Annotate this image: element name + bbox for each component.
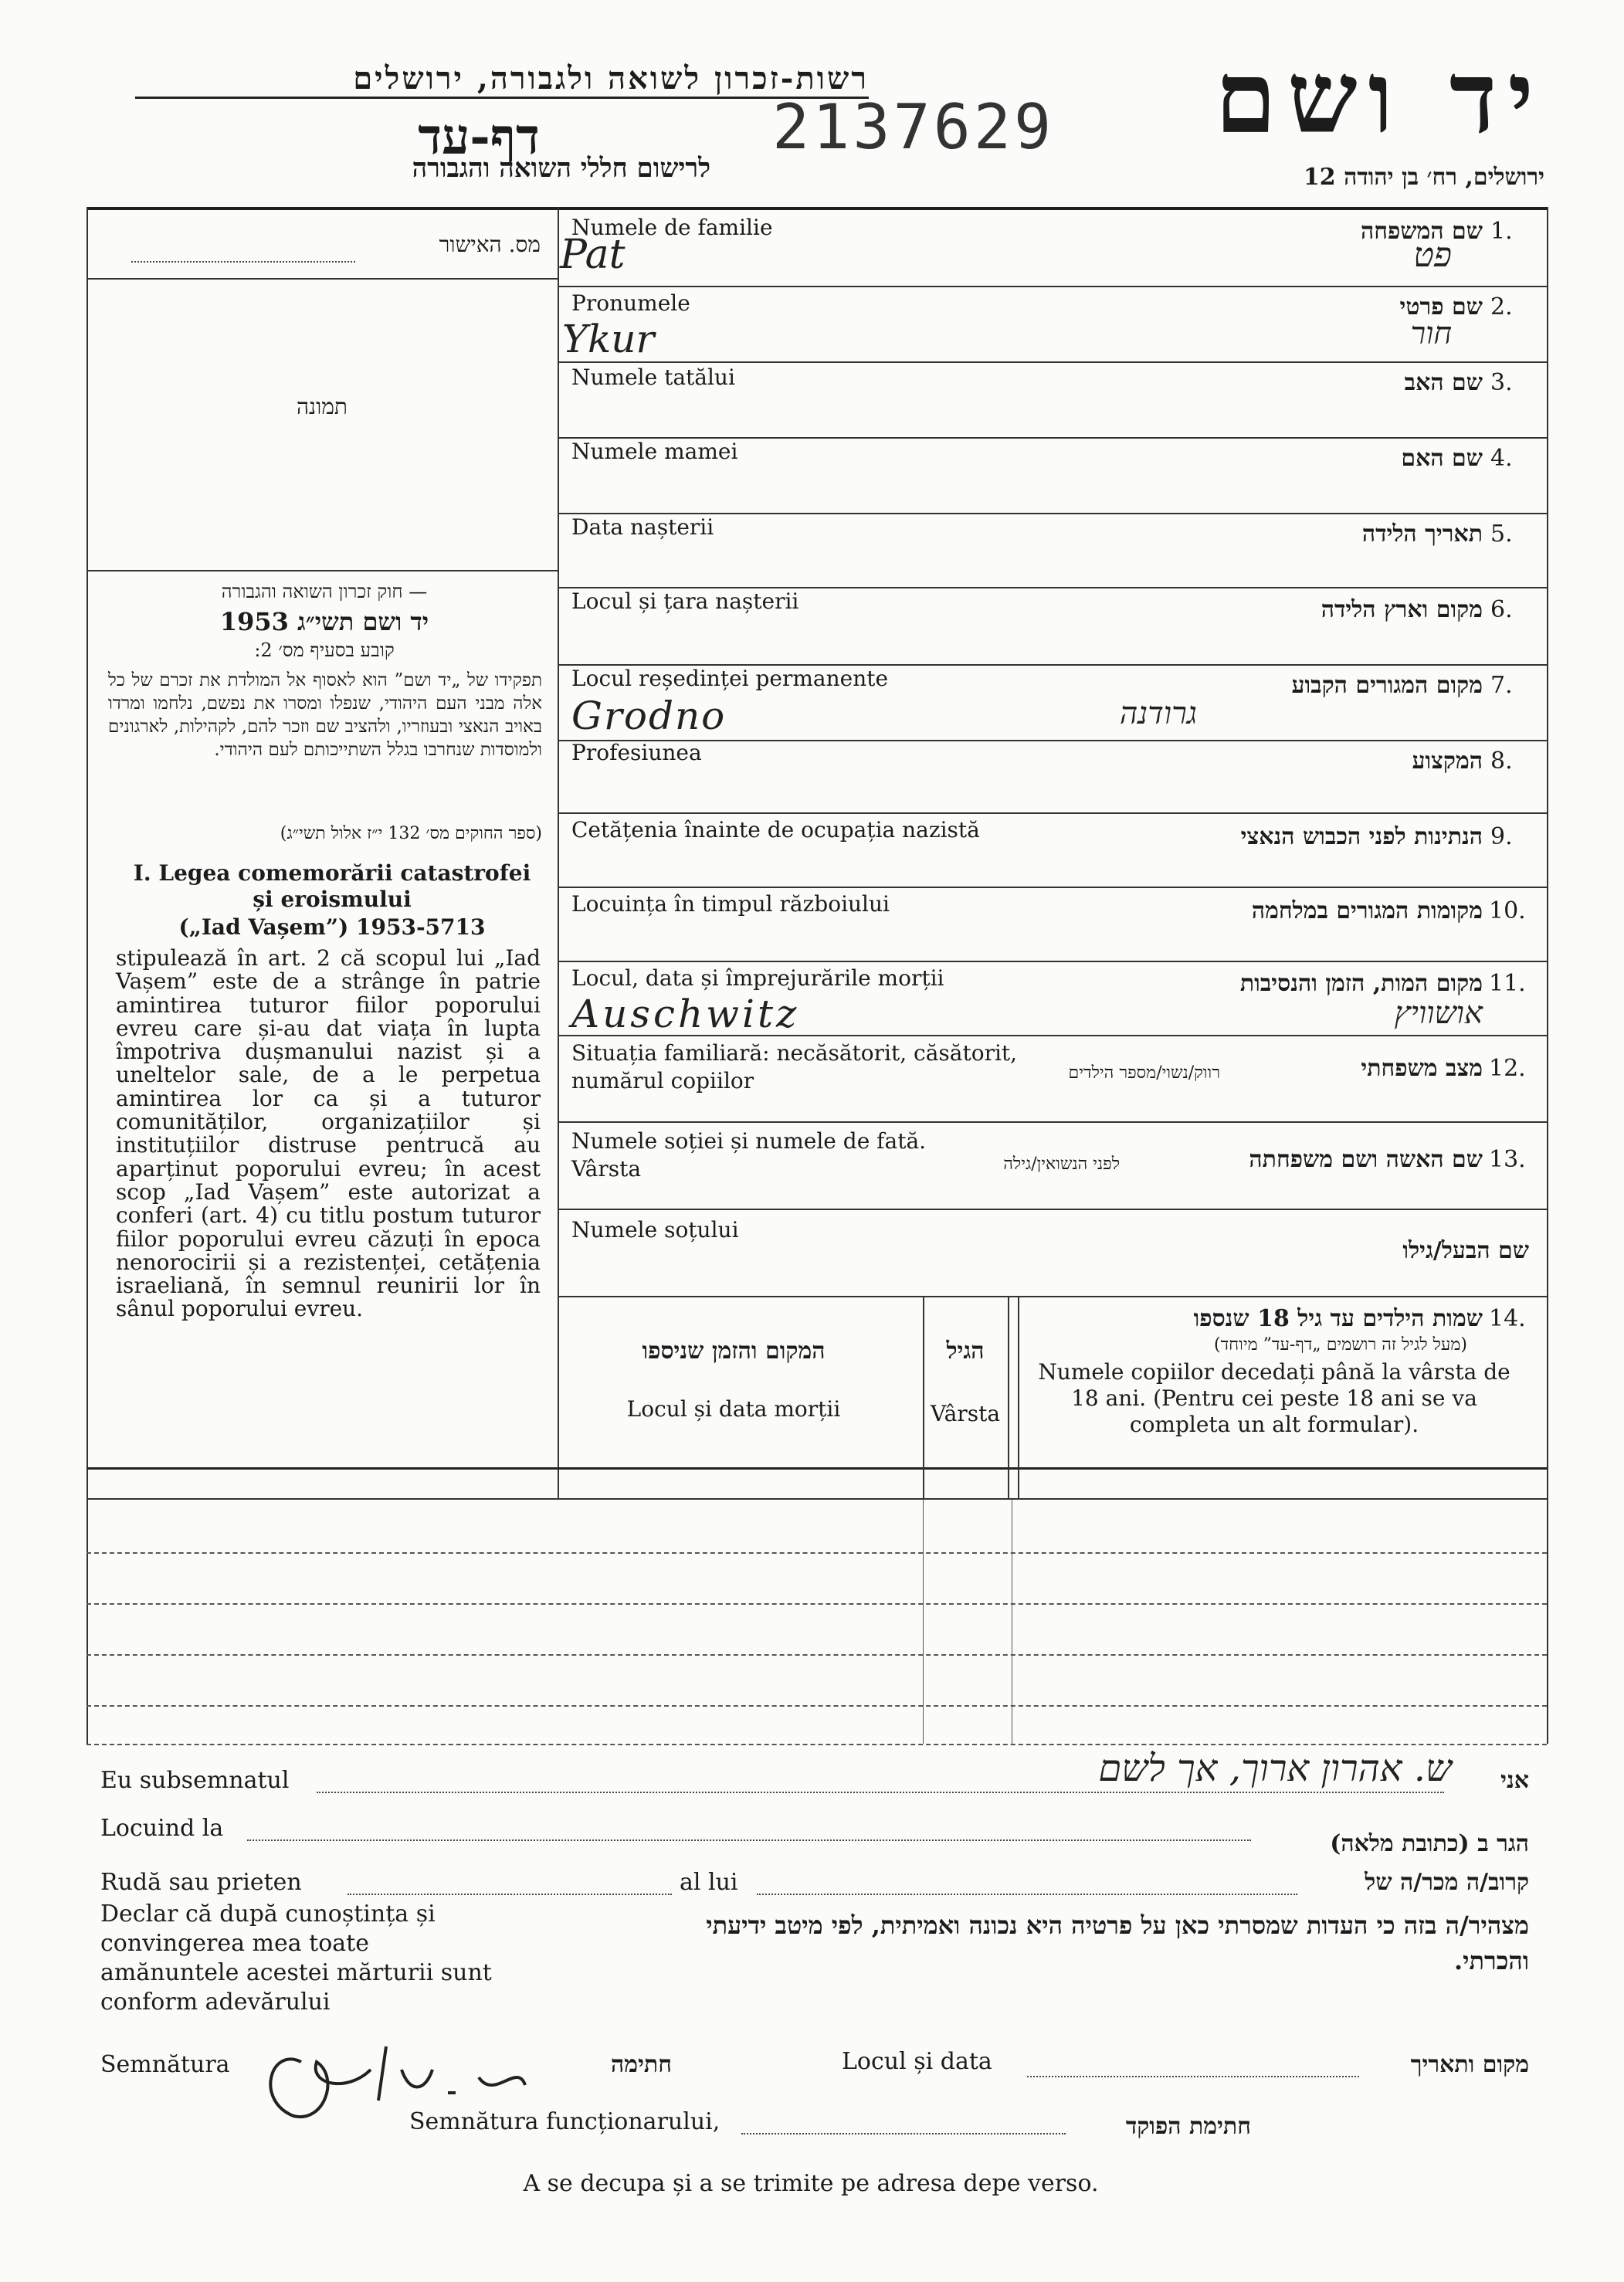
field-6-ro: Locul și țara nașterii [571,588,799,614]
law-subtitle-ro: („Iad Vașem”) 1953-5713 [178,914,486,940]
signer-name-hand[interactable]: ש. אהרון ארוך, אך לשם [1098,1747,1452,1790]
field-11-hand-ro[interactable]: Auschwitz [571,992,800,1036]
field-10-ro: Locuința în timpul războiului [571,891,890,917]
left-line-2 [86,570,558,571]
field-3-he: שם האב [1404,369,1483,396]
approval-number-label: מס. האישור [439,232,541,257]
place-date-line [1027,2076,1359,2077]
children-text-ro: Numele copiilor decedați până la vârsta de 18 ani. (Pentru cei peste 18 ani se va completa un alt formular). [1038,1359,1510,1437]
org-line: רשות-זכרון לשואה ולגבורה, ירושלים [135,60,869,99]
official-label: Semnătura funcționarului, [409,2108,720,2135]
entry-row-3[interactable] [86,1654,1547,1656]
yad-vashem-logo: יד ושם [1215,40,1544,156]
row-line-8 [558,812,1547,814]
field-3-ro: Numele tatălui [571,365,735,390]
locul-data-label: Locul și data [842,2048,992,2075]
field-4-ro: Numele mamei [571,439,738,464]
children-age-he: הגיל [946,1338,985,1365]
children-place-he: המקום והזמן שניספו [642,1338,826,1365]
field-11-ro: Locul, data și împrejurările morții [571,965,944,991]
law-title-he: — חוק זכרון השואה והגבורה [221,581,428,602]
residing-label: הגר ב (כתובת מלאה) [1330,1830,1529,1857]
row-line-7 [558,740,1547,741]
field-1-num: 1. [1490,218,1513,245]
children-divider-1 [923,1296,924,1498]
children-age-ro: Vârsta [930,1401,1001,1426]
law-text-he: תפקידו של „יד ושם” הוא לאסוף אל המולדת את זכרם של כל אלה מבני העם היהודי, שנפלו ומסרו את נפשם, נלחמו ומרדו באויב הנאצי ובעוזריו, ולהציב שם וזכר להם, לקהילות, לארגונים ולמוסדות שנחרבו בגלל השתייכותם לעם היהודי. [108,670,543,760]
field-13-he: שם האשה ושם משפחתה [1249,1146,1483,1173]
field-4-he: שם האם [1401,445,1483,472]
row-line-12 [558,1121,1547,1123]
field-1-hand-ro[interactable]: Pat [560,232,626,278]
field-7-hand-ro[interactable]: Grodno [571,693,727,738]
semnatura-label: Semnătura [100,2051,230,2078]
address: ירושלים, רח׳ בן יהודה 12 [1303,164,1544,191]
field-6-he: מקום וארץ הלידה [1321,596,1483,623]
law-name-he: יד ושם תשי״ג 1953 [219,607,429,636]
field-9-num: 9. [1490,823,1513,850]
subsemnatul-label: Eu subsemnatul [100,1767,290,1794]
form-subtitle: לרישום חללי השואה והגבורה [412,153,710,184]
official-line [741,2133,1066,2135]
entries-divider-1 [923,1498,924,1744]
law-text-ro: stipulează în art. 2 că scopul lui „Iad Vașem” este de a strânge în patrie amintirea tuturor fiilor poporului evreu care și-au dat viața în lupta împotriva dușmanului nazist și a uneltelor sale, de a le perpetua amintirea lor ca și a tuturor comunităților, organizațiilor și instituțiilor distruse pentrucă au aparținut poporului evreu; în acest scop „Iad Vașem” este autorizat a conferi (art. 4) cu titlu postum tuturor fiilor poporului evreu căzuți în epoca nenorocirii și a rezistenței, cetățenia israeliană, în semnul reunirii lor în sânul poporului evreu. [116,945,541,1322]
relative-label: קרוב/ה מכר/ה של [1365,1869,1529,1896]
row-line-9 [558,887,1547,888]
field-13-he-small: לפני הנשואין/גילה [1003,1155,1120,1174]
ani-label: אני [1500,1767,1529,1794]
field-1-ro: Numele de familie [571,215,773,240]
field-2-he: שם פרטי [1399,293,1483,320]
field-11-num: 11. [1489,970,1526,997]
relation-line [348,1894,672,1895]
entry-row-1[interactable] [86,1552,1547,1554]
left-line-1 [86,278,558,280]
ruda-label: Rudă sau prieten [100,1869,302,1896]
law-ref-he: (ספר החוקים מס׳ 132 י״ז אלול תשי״ג) [280,824,542,843]
footer-instruction: A se decupa și a se trimite pe adresa depe verso. [523,2170,1099,2197]
address-line [247,1840,1251,1841]
signature-he: חתימה [611,2051,672,2078]
husband-ro: Numele soțului [571,1217,739,1243]
field-2-num: 2. [1490,293,1513,320]
field-10-num: 10. [1489,897,1526,924]
field-11-hand-he[interactable]: אושוויץ [1394,995,1483,1031]
field-11-he: מקום המות, הזמן והנסיבות [1239,970,1483,997]
field-6-num: 6. [1490,596,1513,623]
law-clause-he: קובע בסעיף מס׳ 2: [254,639,395,661]
field-1-he: שם המשפחה [1360,218,1483,245]
row-line-10 [558,961,1547,962]
frame-left [86,207,88,1744]
place-date-he: מקום ותאריך [1410,2051,1529,2078]
name-line [317,1792,1444,1793]
children-note-he: (מעל לגיל זה רושמים „דף-עד” מיוחד) [1214,1335,1467,1355]
field-8-num: 8. [1490,748,1513,775]
field-7-num: 7. [1490,672,1513,699]
field-9-he: הנתינות לפני הכבוש הנאצי [1240,823,1483,850]
field-2-hand-he[interactable]: חור [1410,316,1452,351]
locuind-label: Locuind la [100,1815,224,1842]
row-line-2 [558,361,1547,363]
children-num: 14. [1489,1305,1526,1332]
field-2-hand-ro[interactable]: Ykur [562,317,655,361]
law-title-ro: I. Legea comemorării catastrofei și eroismului [133,860,531,912]
official-he: חתימת הפוקד [1125,2113,1251,2140]
entry-row-2[interactable] [86,1603,1547,1605]
field-7-ro: Locul reședinței permanente [571,666,889,691]
row-line-13 [558,1209,1547,1210]
children-title-he: שמות הילדים עד גיל 18 שנספו [1193,1305,1483,1332]
field-12-num: 12. [1489,1055,1526,1082]
field-8-he: המקצוע [1412,748,1483,775]
frame-right [1547,207,1548,1744]
field-7-hand-he[interactable]: גרודנה [1119,696,1197,731]
field-9-ro: Cetățenia înainte de ocupația nazistă [571,817,980,843]
field-13-num: 13. [1489,1146,1526,1173]
row-line-1 [558,286,1547,287]
record-number: 2137629 [772,91,1055,163]
field-5-num: 5. [1490,520,1513,548]
husband-he: שם הבעל/גילו [1402,1237,1529,1264]
field-3-num: 3. [1490,369,1513,396]
declare-text-he: מצהיר/ה בזה כי העדות שמסרתי כאן על פרטיה היא נכונה ואמיתית, לפי מיטב ידיעתי והכרתי. [706,1911,1529,1975]
declar-text-ro: Declar că după cunoștința și convingerea mea toate amănuntele acestei mărturii sunt conform adevărului [100,1901,492,2016]
photo-label: תמונה [296,394,348,419]
field-12-he: מצב משפחתי [1361,1055,1483,1082]
cut-line [86,1744,1547,1745]
field-5-he: תאריך הלידה [1361,520,1483,548]
of-line [757,1894,1297,1895]
field-1-hand-he[interactable]: פט [1413,236,1452,275]
field-7-he: מקום המגורים הקבוע [1291,672,1483,699]
field-12-he-small: רווק/נשוי/מספר הילדים [1068,1063,1220,1083]
field-2-ro: Pronumele [571,290,690,316]
al-lui-label: al lui [680,1869,738,1896]
field-13-ro: Numele soției și numele de fată. Vârsta [571,1128,927,1182]
field-12-ro: Situația familiară: necăsătorit, căsătorit, numărul copiilor [571,1040,1018,1094]
field-4-num: 4. [1490,445,1513,472]
dapey-ed-title: דף-עד [418,108,540,166]
field-5-ro: Data nașterii [571,514,714,540]
table-line [86,1467,1547,1470]
column-divider [558,207,559,1498]
field-10-he: מקומות המגורים במלחמה [1251,897,1483,924]
children-place-ro: Locul și data morții [626,1396,841,1422]
entries-top [86,1498,1547,1500]
field-8-ro: Profesiunea [571,740,702,765]
frame-top [86,207,1548,210]
children-divider-2 [1008,1296,1009,1498]
approval-number-line [131,261,355,263]
row-line-14 [558,1296,1547,1297]
entry-row-4[interactable] [86,1705,1547,1707]
